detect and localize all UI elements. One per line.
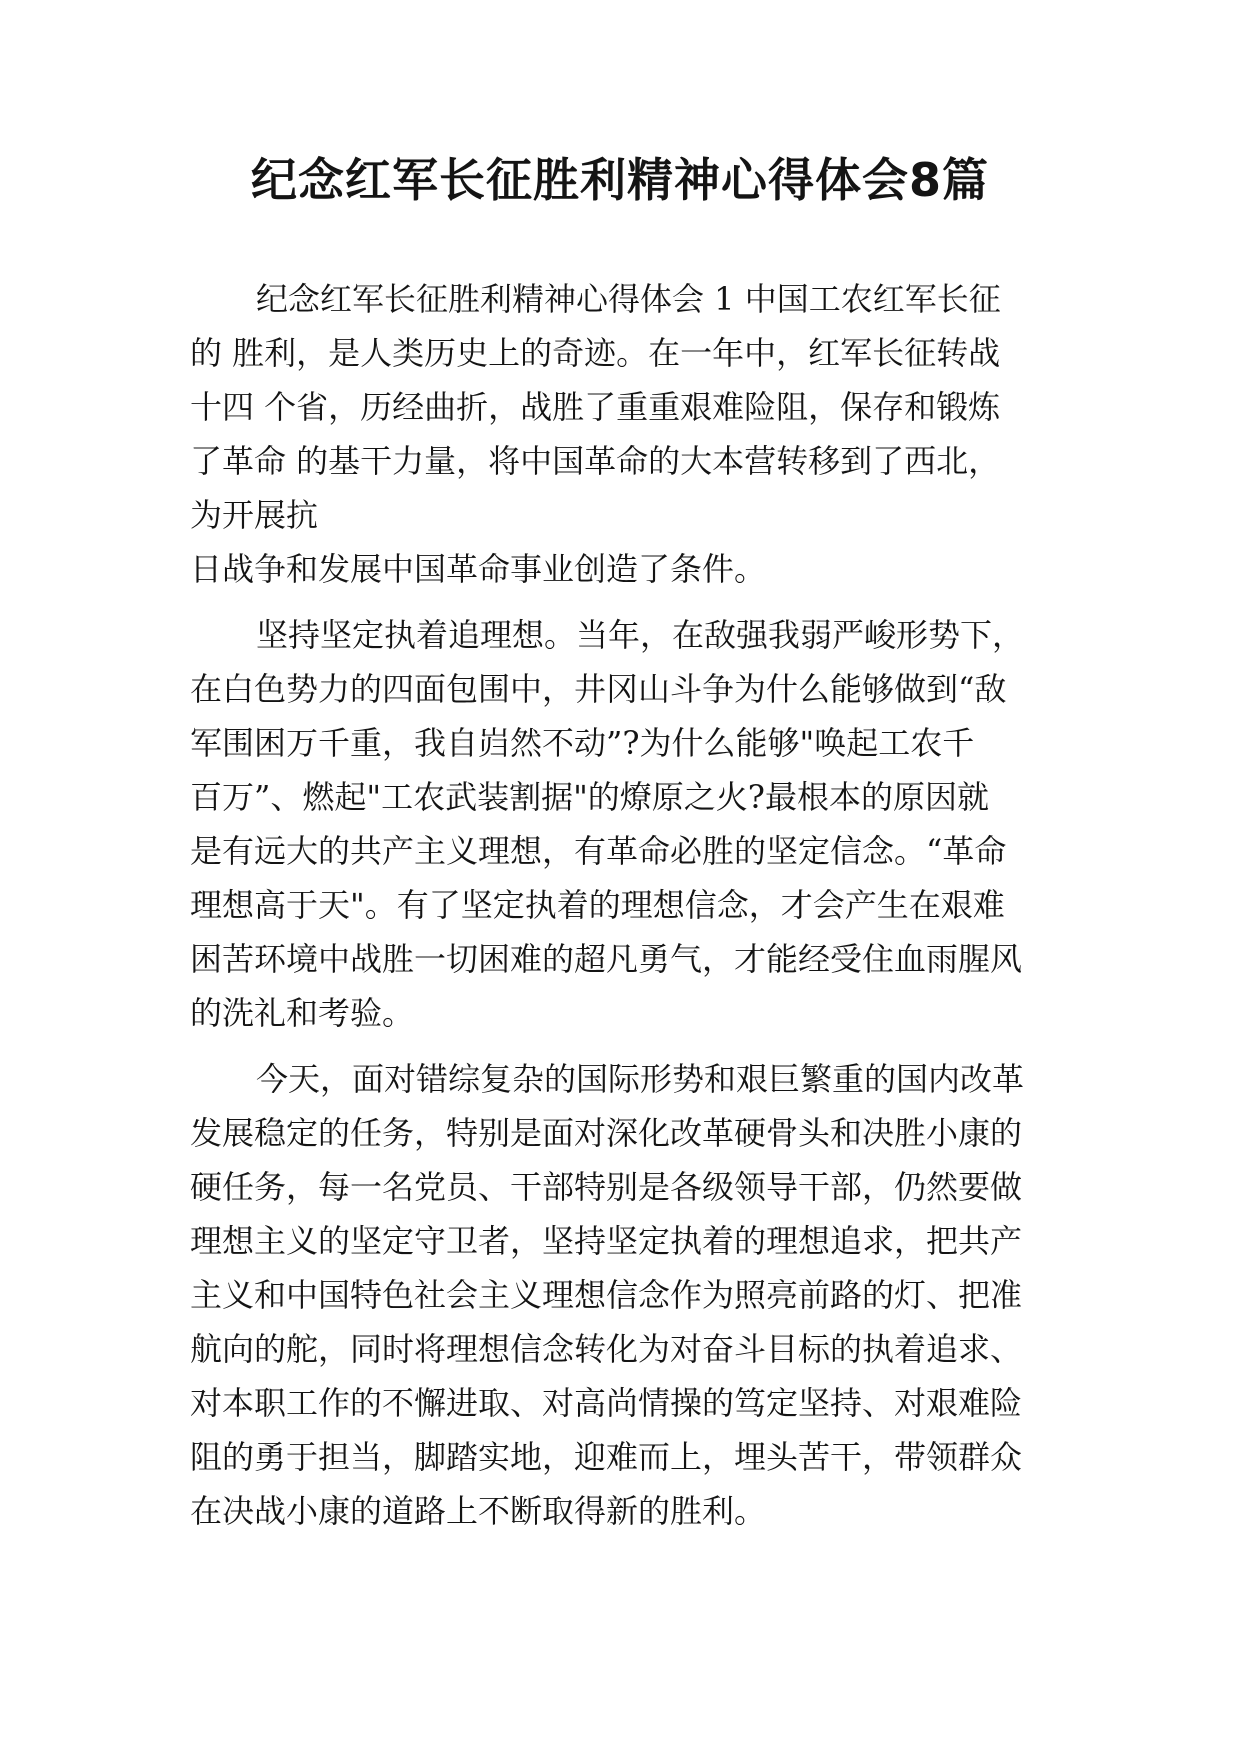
paragraph-line: 的 胜利，是人类历史上的奇迹。在一年中，红军长征转战	[190, 334, 1001, 372]
document-title: 纪念红军长征胜利精神心得体会8篇	[250, 153, 989, 207]
paragraph-2	[190, 608, 1060, 1040]
document-body	[190, 272, 1060, 1538]
paragraph-line: 纪念红军长征胜利精神心得体会 1 中国工农红军长征	[256, 280, 1001, 318]
paragraph-line: 理想高于天"。有了坚定执着的理想信念，才会产生在艰难	[190, 886, 1005, 924]
paragraph-1	[190, 272, 1060, 596]
paragraph-line: 对本职工作的不懈进取、对高尚情操的笃定坚持、对艰难险	[190, 1384, 1023, 1422]
paragraph-line: 军围困万千重，我自岿然不动”?为什么能够"唤起工农千	[190, 724, 975, 762]
paragraph-line: 在决战小康的道路上不断取得新的胜利。	[190, 1492, 767, 1530]
paragraph-line: 主义和中国特色社会主义理想信念作为照亮前路的灯、把准	[190, 1276, 1023, 1314]
paragraph-3	[190, 1052, 1060, 1538]
paragraph-line: 百万”、燃起"工农武装割据"的燎原之火?最根本的原因就	[190, 778, 989, 816]
paragraph-line: 硬任务，每一名党员、干部特别是各级领导干部，仍然要做	[190, 1168, 1023, 1206]
paragraph-spacer	[190, 1040, 1060, 1052]
paragraph-line: 发展稳定的任务，特别是面对深化改革硬骨头和决胜小康的	[190, 1114, 1023, 1152]
paragraph-line: 的洗礼和考验。	[190, 994, 415, 1032]
paragraph-line: 理想主义的坚定守卫者，坚持坚定执着的理想追求，把共产	[190, 1222, 1023, 1260]
paragraph-line: 今天，面对错综复杂的国际形势和艰巨繁重的国内改革	[256, 1060, 1025, 1098]
paragraph-line: 困苦环境中战胜一切困难的超凡勇气，才能经受住血雨腥风	[190, 940, 1023, 978]
paragraph-line: 了革命 的基干力量，将中国革命的大本营转移到了西北，	[190, 442, 1001, 480]
paragraph-line: 十四 个省，历经曲折，战胜了重重艰难险阻，保存和锻炼	[190, 388, 1001, 426]
paragraph-spacer	[190, 596, 1060, 608]
paragraph-line: 是有远大的共产主义理想，有革命必胜的坚定信念。“革命	[190, 832, 1007, 870]
paragraph-line: 日战争和发展中国革命事业创造了条件。	[190, 550, 767, 588]
paragraph-line: 为开展抗	[190, 496, 319, 534]
paragraph-line: 坚持坚定执着追理想。当年，在敌强我弱严峻形势下，	[256, 616, 1025, 654]
paragraph-line: 阻的勇于担当，脚踏实地，迎难而上，埋头苦干，带领群众	[190, 1438, 1023, 1476]
paragraph-line: 在白色势力的四面包围中，井冈山斗争为什么能够做到“敌	[190, 670, 1007, 708]
paragraph-line: 航向的舵，同时将理想信念转化为对奋斗目标的执着追求、	[190, 1330, 1023, 1368]
